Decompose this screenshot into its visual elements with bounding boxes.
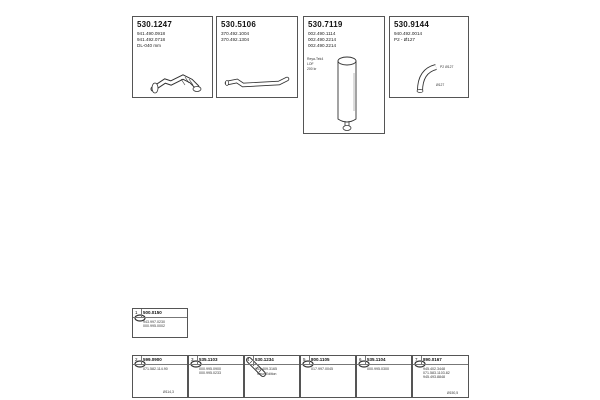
note: LOF xyxy=(307,62,314,66)
ref-number: 002.490.1114 xyxy=(308,31,336,36)
ref-number: 941.492.0718 xyxy=(137,37,166,42)
part-card-1[interactable] xyxy=(132,16,213,98)
ref-number: 071.583.1103.82 xyxy=(423,371,450,375)
part-number: 530.9144 xyxy=(394,20,429,29)
ref-number: 071.582.114.90 xyxy=(143,367,168,371)
part-number: 530.7119 xyxy=(308,20,343,29)
ref-number: 017.997.0045 xyxy=(311,367,333,371)
part-number: 800.1105 xyxy=(311,357,330,362)
accessory-card-6[interactable] xyxy=(356,355,412,398)
note: 200 kr xyxy=(307,67,317,71)
note: Ø127 xyxy=(436,83,445,87)
ref-number: 941.490.0918 xyxy=(137,31,166,36)
item-index: 1 xyxy=(135,310,138,315)
spec-line: P2 - Ø127 xyxy=(394,37,415,42)
part-number: 530.1234 xyxy=(255,357,274,362)
ref-number: 000.995.0900 xyxy=(199,367,221,371)
ref-number: 370.492.1304 xyxy=(221,37,250,42)
item-index: 3 xyxy=(191,357,194,362)
ref-number: 002.490.2214 xyxy=(308,43,337,48)
item-index: 2 xyxy=(135,357,138,362)
ref-number: 000.995.0300 xyxy=(367,367,389,371)
item-index: 5 xyxy=(303,357,306,362)
part-number: 500.0150 xyxy=(143,310,162,315)
accessory-card-5[interactable] xyxy=(300,355,356,398)
ref-number: 000.995.0002 xyxy=(143,324,165,328)
ref-number: 941.409.3165 xyxy=(255,367,277,371)
ref-number: 370.492.1004 xyxy=(221,31,250,36)
accessory-card-2[interactable] xyxy=(132,355,188,398)
part-number: 535.1104 xyxy=(367,357,386,362)
part-card-3[interactable] xyxy=(303,16,385,134)
part-card-2[interactable] xyxy=(216,16,298,98)
pipe-elbow-drawing xyxy=(416,61,445,95)
part-number: 530.1247 xyxy=(137,20,172,29)
accessory-card-3[interactable] xyxy=(188,355,244,398)
part-number: 599.0900 xyxy=(143,357,162,362)
ref-number: 940.492.0014 xyxy=(394,31,423,36)
note: P2 Ø127 xyxy=(440,65,454,69)
accessory-card-7[interactable] xyxy=(412,355,469,398)
item-index: 7 xyxy=(415,357,418,362)
part-number: 530.5106 xyxy=(221,20,256,29)
accessory-card-1[interactable] xyxy=(132,308,188,338)
ref-number: 945.402.3448 xyxy=(423,367,445,371)
accessory-card-4[interactable] xyxy=(244,355,300,398)
part-number: 535.1103 xyxy=(199,357,218,362)
note: Reya-Tek4 xyxy=(307,57,324,61)
part-card-4[interactable] xyxy=(389,16,469,98)
part-number: 890.0167 xyxy=(423,357,442,362)
silencer-drawing xyxy=(330,53,364,133)
ref-number: 002.490.2214 xyxy=(308,37,337,42)
ref-number: 943.997.0230 xyxy=(143,320,165,324)
ref-number: 945.493.8848 xyxy=(423,375,445,379)
note: Ø114,3 xyxy=(163,390,174,394)
exhaust-pipe-drawing xyxy=(223,73,293,93)
item-index: 4 xyxy=(247,357,250,362)
note: Neue Edition xyxy=(257,372,277,376)
note: Ø150,5 xyxy=(447,391,459,395)
ref-number: 000.995.0233 xyxy=(199,371,221,375)
item-index: 6 xyxy=(359,357,362,362)
spec-line: DL-040 mm xyxy=(137,43,161,48)
exhaust-pipe-bend-drawing xyxy=(147,57,203,99)
